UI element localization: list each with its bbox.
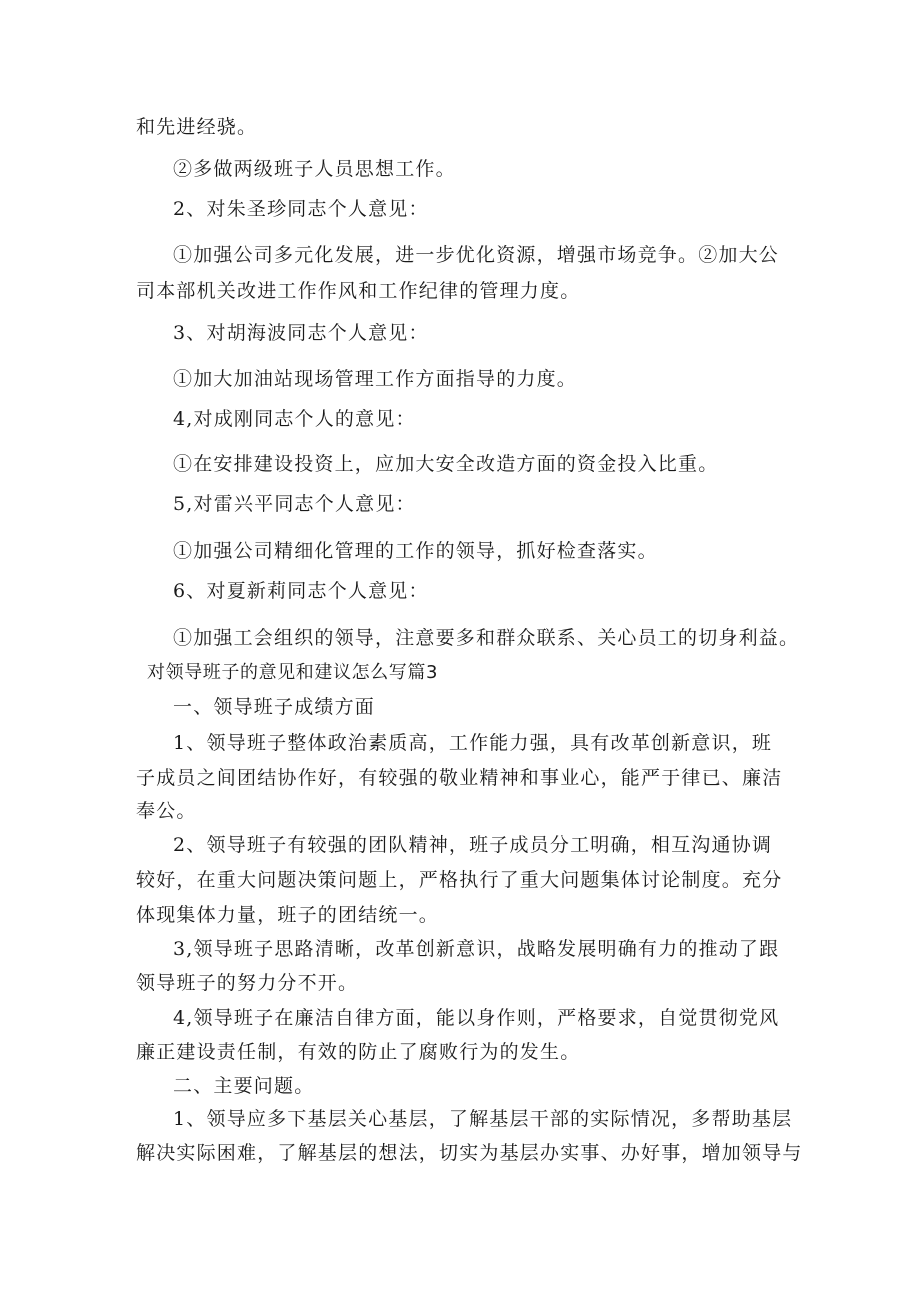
text-line: 3、对胡海波同志个人意见： — [173, 322, 429, 344]
text-line: 和先进经骁。 — [136, 116, 258, 138]
text-line: 1、领导应多下基层关心基层，了解基层干部的实际情况，多帮助基层 — [173, 1108, 793, 1130]
text-line: 3,领导班子思路清晰，改革创新意识，战略发展明确有力的推动了跟 — [173, 938, 780, 960]
text-line: 一、领导班子成绩方面 — [173, 696, 376, 718]
text-line: 6、对夏新莉同志个人意见： — [173, 580, 429, 602]
text-line: 体现集体力量，班子的团结统一。 — [136, 904, 440, 926]
text-line: 较好，在重大问题决策问题上，严格执行了重大问题集体讨论制度。充分 — [136, 869, 783, 891]
text-line: 奉公。 — [136, 800, 197, 822]
text-line: ①在安排建设投资上，应加大安全改造方面的资金投入比重。 — [173, 453, 719, 475]
text-line: 4,对成刚同志个人的意见： — [173, 408, 416, 430]
text-line: ①加强公司精细化管理的工作的领导，抓好检查落实。 — [173, 540, 658, 562]
text-line: 廉正建设责任制，有效的防止了腐败行为的发生。 — [136, 1041, 581, 1063]
text-line: 1、领导班子整体政治素质高，工作能力强，具有改革创新意识，班 — [173, 732, 773, 754]
text-line: 解决实际困难，了解基层的想法，切实为基层办实事、办好事，增加领导与 — [136, 1142, 803, 1164]
text-line: 2、领导班子有较强的团队精神，班子成员分工明确，相互沟通协调 — [173, 834, 773, 856]
section-title: 对领导班子的意见和建议怎么写篇3 — [147, 662, 439, 683]
text-line: 司本部机关改进工作作风和工作纪律的管理力度。 — [136, 280, 581, 302]
text-line: ①加强公司多元化发展，进一步优化资源，增强市场竞争。②加大公 — [173, 244, 780, 266]
text-line: ①加强工会组织的领导，注意要多和群众联系、关心员工的切身利益。 — [173, 627, 800, 649]
text-line: 2、对朱圣珍同志个人意见： — [173, 198, 429, 220]
text-line: 5,对雷兴平同志个人意见： — [173, 493, 416, 515]
text-line: 二、主要问题。 — [173, 1075, 315, 1097]
text-line: ②多做两级班子人员思想工作。 — [173, 158, 456, 180]
text-line: ①加大加油站现场管理工作方面指导的力度。 — [173, 368, 578, 390]
text-line: 子成员之间团结协作好，有较强的敬业精神和事业心，能严于律已、廉洁 — [136, 767, 783, 789]
text-line: 领导班子的努力分不开。 — [136, 972, 359, 994]
text-line: 4,领导班子在廉洁自律方面，能以身作则，严格要求，自觉贯彻党风 — [173, 1007, 780, 1029]
